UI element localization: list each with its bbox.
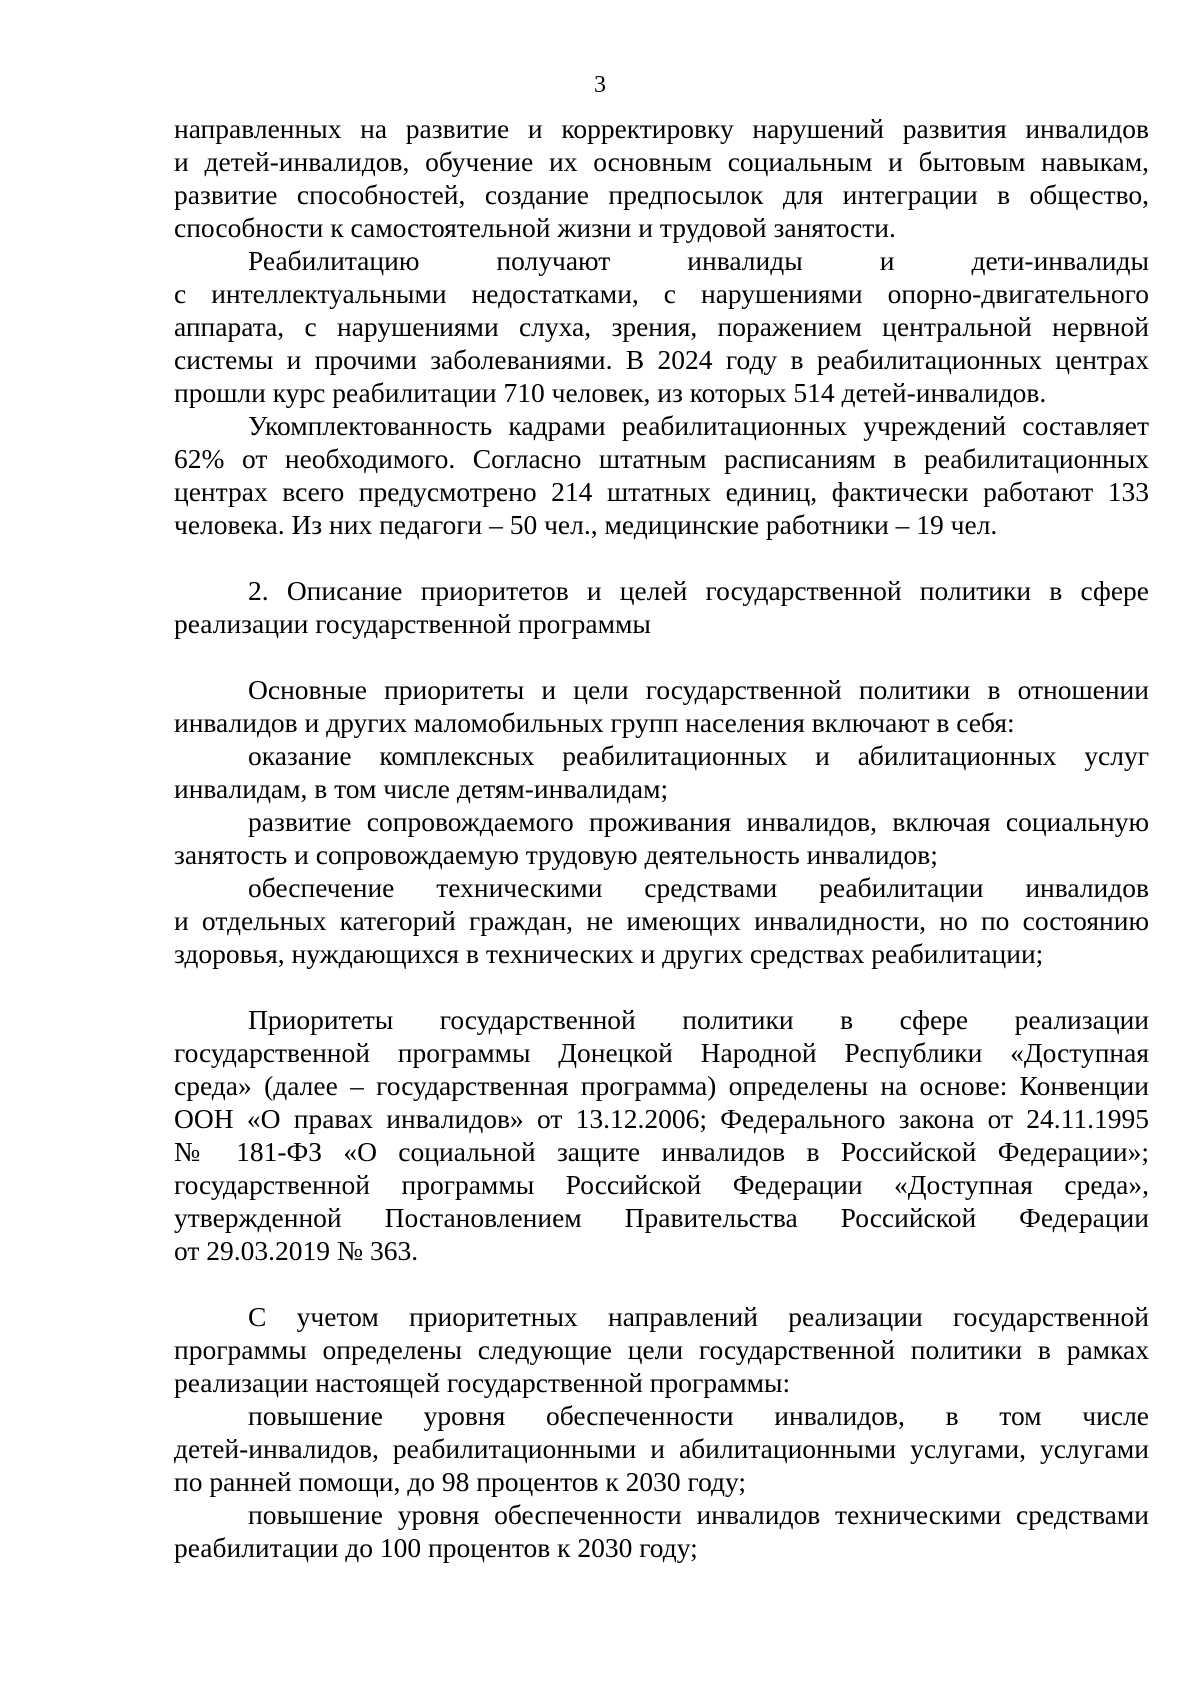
text-line: и детей-инвалидов, обучение их основным социальным и бытовым навыкам, [174, 146, 1149, 177]
text-line: среда» (далее – государственная программа) определены на основе: Конвенции [174, 1070, 1149, 1101]
text-line: утвержденной Постановлением Правительства Российской Федерации [174, 1202, 1149, 1233]
text-line: С учетом приоритетных направлений реализации государственной [248, 1301, 1149, 1332]
list-item: развитие сопровождаемого проживания инвалидов, включая социальную [248, 806, 1149, 837]
text-line: направленных на развитие и корректировку нарушений развития инвалидов [174, 113, 1149, 144]
list-item: и отдельных категорий граждан, не имеющих инвалидности, но по состоянию [174, 905, 1149, 936]
text-line: ООН «О правах инвалидов» от 13.12.2006; Федерального закона от 24.11.1995 [174, 1103, 1149, 1134]
text-line: развитие способностей, создание предпосылок для интеграции в общество, [174, 179, 1149, 210]
text-line: аппарата, с нарушениями слуха, зрения, поражением центральной нервной [174, 311, 1149, 342]
text-line: Приоритеты государственной политики в сфере реализации [248, 1004, 1149, 1035]
text-line: программы определены следующие цели государственной политики в рамках [174, 1334, 1149, 1365]
list-item: занятость и сопровождаемую трудовую деятельность инвалидов; [174, 839, 938, 870]
list-item: реабилитации до 100 процентов к 2030 году; [174, 1532, 698, 1563]
text-line: прошли курс реабилитации 710 человек, из которых 514 детей-инвалидов. [174, 377, 1047, 408]
text-line: с интеллектуальными недостатками, с нарушениями опорно-двигательного [174, 278, 1149, 309]
text-line: человека. Из них педагоги – 50 чел., медицинские работники – 19 чел. [174, 509, 998, 540]
list-item: по ранней помощи, до 98 процентов к 2030 году; [174, 1466, 747, 1497]
text-line: реализации настоящей государственной программы: [174, 1367, 791, 1398]
section-heading: 2. Описание приоритетов и целей государственной политики в сфере [248, 575, 1149, 606]
list-item: повышение уровня обеспеченности инвалидов техническими средствами [248, 1499, 1149, 1530]
text-line: № 181-ФЗ «О социальной защите инвалидов в Российской Федерации»; [174, 1136, 1149, 1167]
list-item: здоровья, нуждающихся в технических и других средствах реабилитации; [174, 938, 1044, 969]
list-item: детей-инвалидов, реабилитационными и абилитационными услугами, услугами [174, 1433, 1149, 1464]
text-line: 62% от необходимого. Согласно штатным расписаниям в реабилитационных [174, 443, 1149, 474]
list-item: обеспечение техническими средствами реабилитации инвалидов [248, 872, 1149, 903]
list-item: оказание комплексных реабилитационных и абилитационных услуг [248, 740, 1149, 771]
text-line: Укомплектованность кадрами реабилитационных учреждений составляет [248, 410, 1149, 441]
text-line: от 29.03.2019 № 363. [174, 1235, 419, 1266]
text-line: государственной программы Донецкой Народной Республики «Доступная [174, 1037, 1149, 1068]
list-item: инвалидам, в том числе детям-инвалидам; [174, 773, 669, 804]
text-line: Основные приоритеты и цели государственной политики в отношении [248, 674, 1149, 705]
text-line: способности к самостоятельной жизни и трудовой занятости. [174, 212, 896, 243]
text-line: системы и прочими заболеваниями. В 2024 году в реабилитационных центрах [174, 344, 1149, 375]
text-line: Реабилитацию получают инвалиды и дети-инвалиды [248, 245, 1149, 276]
section-heading: реализации государственной программы [174, 608, 651, 639]
text-line: центрах всего предусмотрено 214 штатных единиц, фактически работают 133 [174, 476, 1149, 507]
page-number: 3 [594, 72, 606, 98]
text-line: государственной программы Российской Федерации «Доступная среда», [174, 1169, 1149, 1200]
list-item: повышение уровня обеспеченности инвалидов, в том числе [248, 1400, 1149, 1431]
text-line: инвалидов и других маломобильных групп населения включают в себя: [174, 707, 1015, 738]
